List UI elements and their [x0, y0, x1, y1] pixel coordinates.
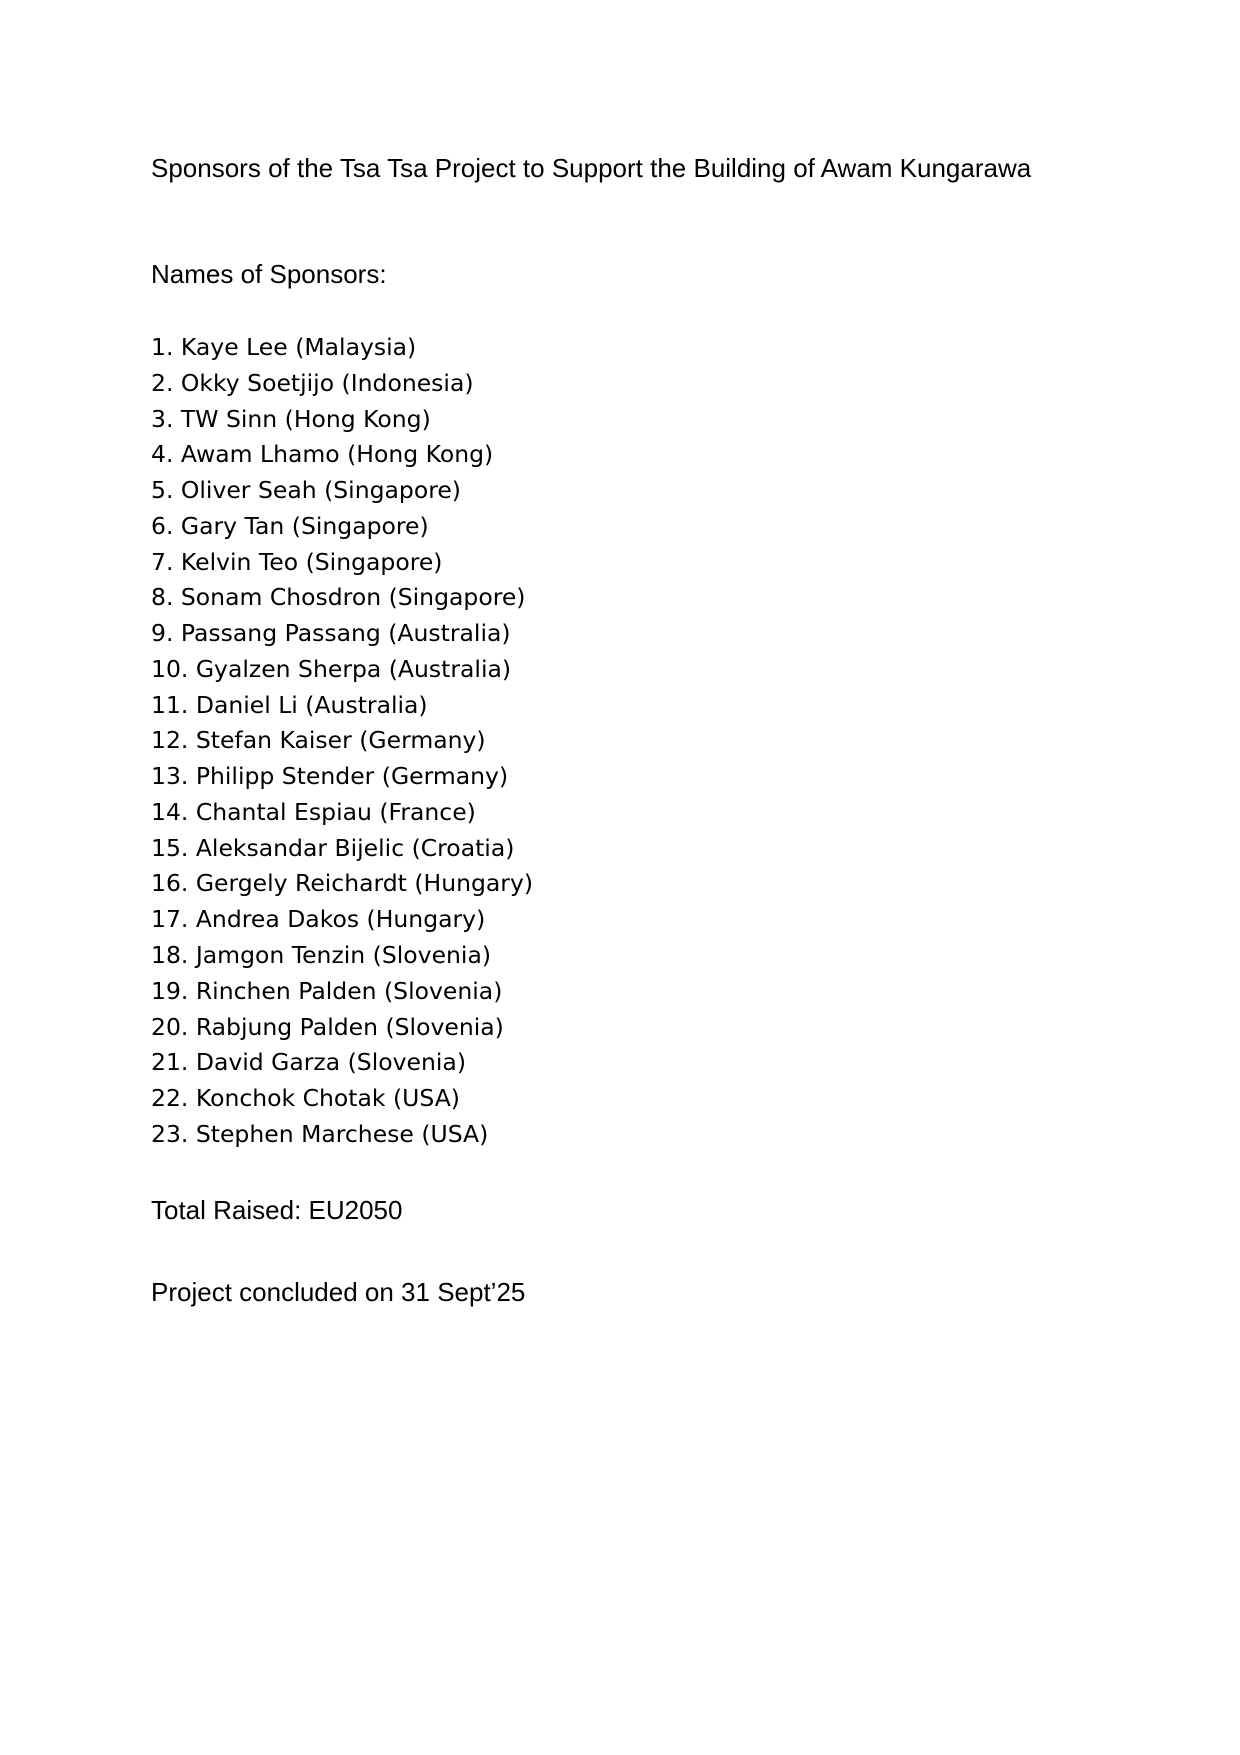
- list-item: 10. Gyalzen Sherpa (Australia): [151, 654, 512, 683]
- sponsors-heading: Names of Sponsors:: [151, 259, 387, 289]
- list-item: 15. Aleksandar Bijelic (Croatia): [151, 833, 515, 862]
- list-item: 3. TW Sinn (Hong Kong): [151, 404, 431, 433]
- list-item: 9. Passang Passang (Australia): [151, 619, 511, 648]
- list-item: 20. Rabjung Palden (Slovenia): [151, 1012, 504, 1041]
- list-item: 7. Kelvin Teo (Singapore): [151, 547, 443, 576]
- list-item: 6. Gary Tan (Singapore): [151, 511, 429, 540]
- list-item: 22. Konchok Chotak (USA): [151, 1084, 460, 1113]
- list-item: 17. Andrea Dakos (Hungary): [151, 905, 486, 934]
- list-item: 13. Philipp Stender (Germany): [151, 762, 509, 791]
- list-item: 14. Chantal Espiau (France): [151, 797, 476, 826]
- document-title: Sponsors of the Tsa Tsa Project to Support the Building of Awam Kungarawa: [151, 153, 1032, 183]
- list-item: 18. Jamgon Tenzin (Slovenia): [151, 941, 492, 970]
- list-item: 16. Gergely Reichardt (Hungary): [151, 869, 534, 898]
- list-item: 19. Rinchen Palden (Slovenia): [151, 976, 503, 1005]
- list-item: 5. Oliver Seah (Singapore): [151, 476, 461, 505]
- list-item: 4. Awam Lhamo (Hong Kong): [151, 440, 494, 469]
- list-item: 8. Sonam Chosdron (Singapore): [151, 583, 526, 612]
- list-item: 12. Stefan Kaiser (Germany): [151, 726, 486, 755]
- list-item: 2. Okky Soetjijo (Indonesia): [151, 368, 474, 397]
- sponsor-list: [151, 330, 533, 1153]
- list-item: 23. Stephen Marchese (USA): [151, 1119, 489, 1148]
- list-item: 11. Daniel Li (Australia): [151, 690, 428, 719]
- project-concluded-date: Project concluded on 31 Sept’25: [151, 1277, 526, 1307]
- total-raised: Total Raised: EU2050: [151, 1195, 403, 1225]
- list-item: 21. David Garza (Slovenia): [151, 1048, 466, 1077]
- list-item: 1. Kaye Lee (Malaysia): [151, 333, 417, 361]
